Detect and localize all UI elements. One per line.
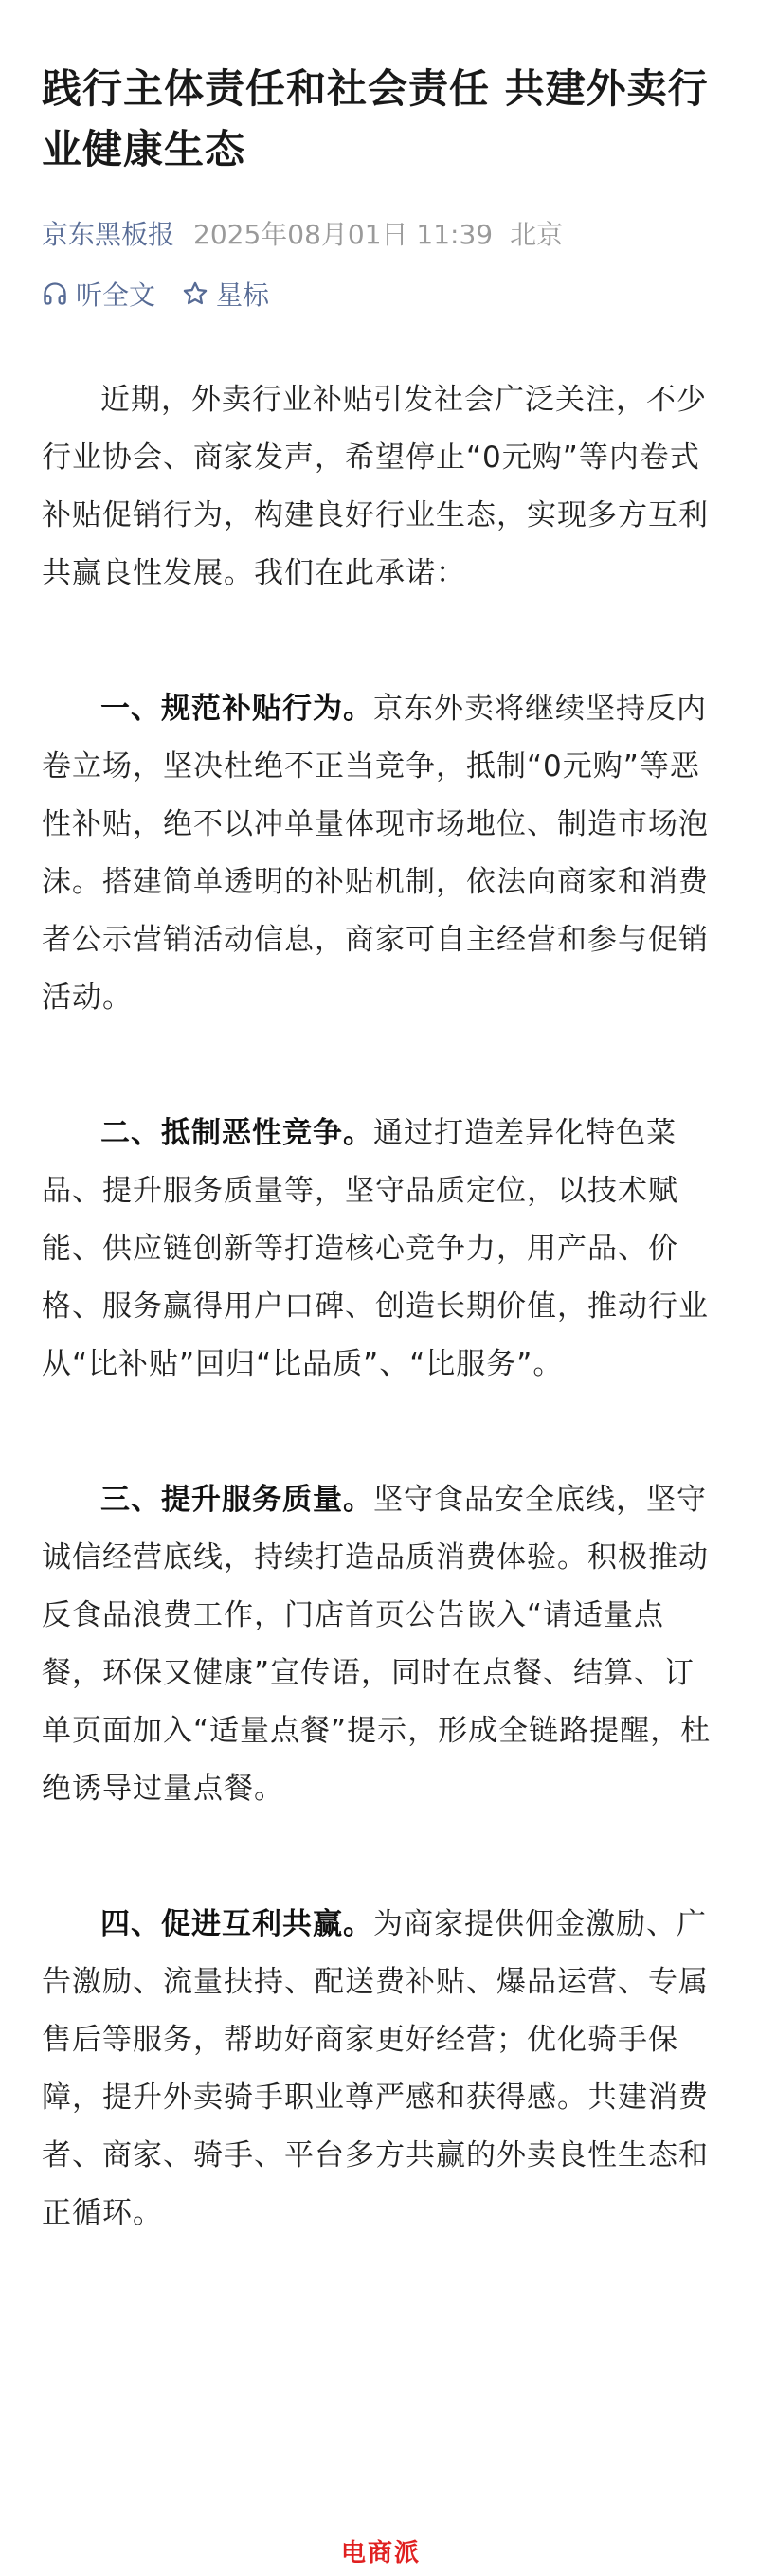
article-datetime: 2025年08月01日 11:39 [193, 219, 494, 250]
star-label: 星标 [216, 279, 270, 311]
paragraph-text: 近期，外卖行业补贴引发社会广泛关注，不少行业协会、商家发声，希望停止“0元购”等内卷式补贴促销行为，构建良好行业生态，实现多方互利共赢良性发展。我们在此承诺： [42, 383, 709, 590]
paragraph-lead: 二、抵制恶性竞争。 [100, 1116, 373, 1150]
listen-button[interactable] [42, 275, 155, 313]
paragraph-commitment-1 [42, 680, 716, 1027]
paragraph-lead: 三、提升服务质量。 [100, 1483, 373, 1517]
paragraph-text: 京东外卖将继续坚持反内卷立场，坚决杜绝不正当竞争，抵制“0元购”等恶性补贴，绝不以冲单量体现市场地位、制造市场泡沫。搭建简单透明的补贴机制，依法向商家和消费者公示营销活动信息，商家可自主经营和参与促销活动。 [42, 692, 709, 1015]
listen-label: 听全文 [76, 279, 156, 311]
article-body [42, 371, 716, 2243]
star-icon [182, 280, 208, 307]
star-button[interactable] [182, 275, 269, 313]
article-title: 践行主体责任和社会责任 共建外卖行业健康生态 [42, 65, 709, 172]
watermark-logo: 电商派 [337, 2531, 424, 2569]
paragraph-text: 坚守食品安全底线，坚守诚信经营底线，持续打造品质消费体验。积极推动反食品浪费工作，门店首页公告嵌入“请适量点餐，环保又健康”宣传语，同时在点餐、结算、订单页面加入“适量点餐”提示，形成全链路提醒，杜绝诱导过量点餐。 [42, 1483, 712, 1806]
paragraph-lead: 四、促进互利共赢。 [100, 1907, 373, 1941]
headphones-icon [42, 280, 68, 307]
paragraph-commitment-4 [42, 1896, 716, 2243]
paragraph-text: 通过打造差异化特色菜品、提升服务质量等，坚守品质定位，以技术赋能、供应链创新等打造核心竞争力，用产品、价格、服务赢得用户口碑、创造长期价值，推动行业从“比补贴”回归“比品质”、“比服务”。 [42, 1116, 709, 1381]
paragraph-commitment-3 [42, 1471, 716, 1818]
article-actions [42, 273, 716, 315]
paragraph-commitment-2 [42, 1105, 716, 1394]
article-location: 北京 [510, 219, 564, 250]
paragraph-lead: 一、规范补贴行为。 [100, 692, 373, 726]
paragraph-text: 为商家提供佣金激励、广告激励、流量扶持、配送费补贴、爆品运营、专属售后等服务，帮助好商家更好经营；优化骑手保障，提升外卖骑手职业尊严感和获得感。共建消费者、商家、骑手、平台多方共赢的外卖良性生态和正循环。 [42, 1907, 709, 2230]
article-source-link[interactable]: 京东黑板报 [42, 219, 175, 250]
article-meta [42, 216, 716, 254]
paragraph-intro [42, 371, 716, 603]
